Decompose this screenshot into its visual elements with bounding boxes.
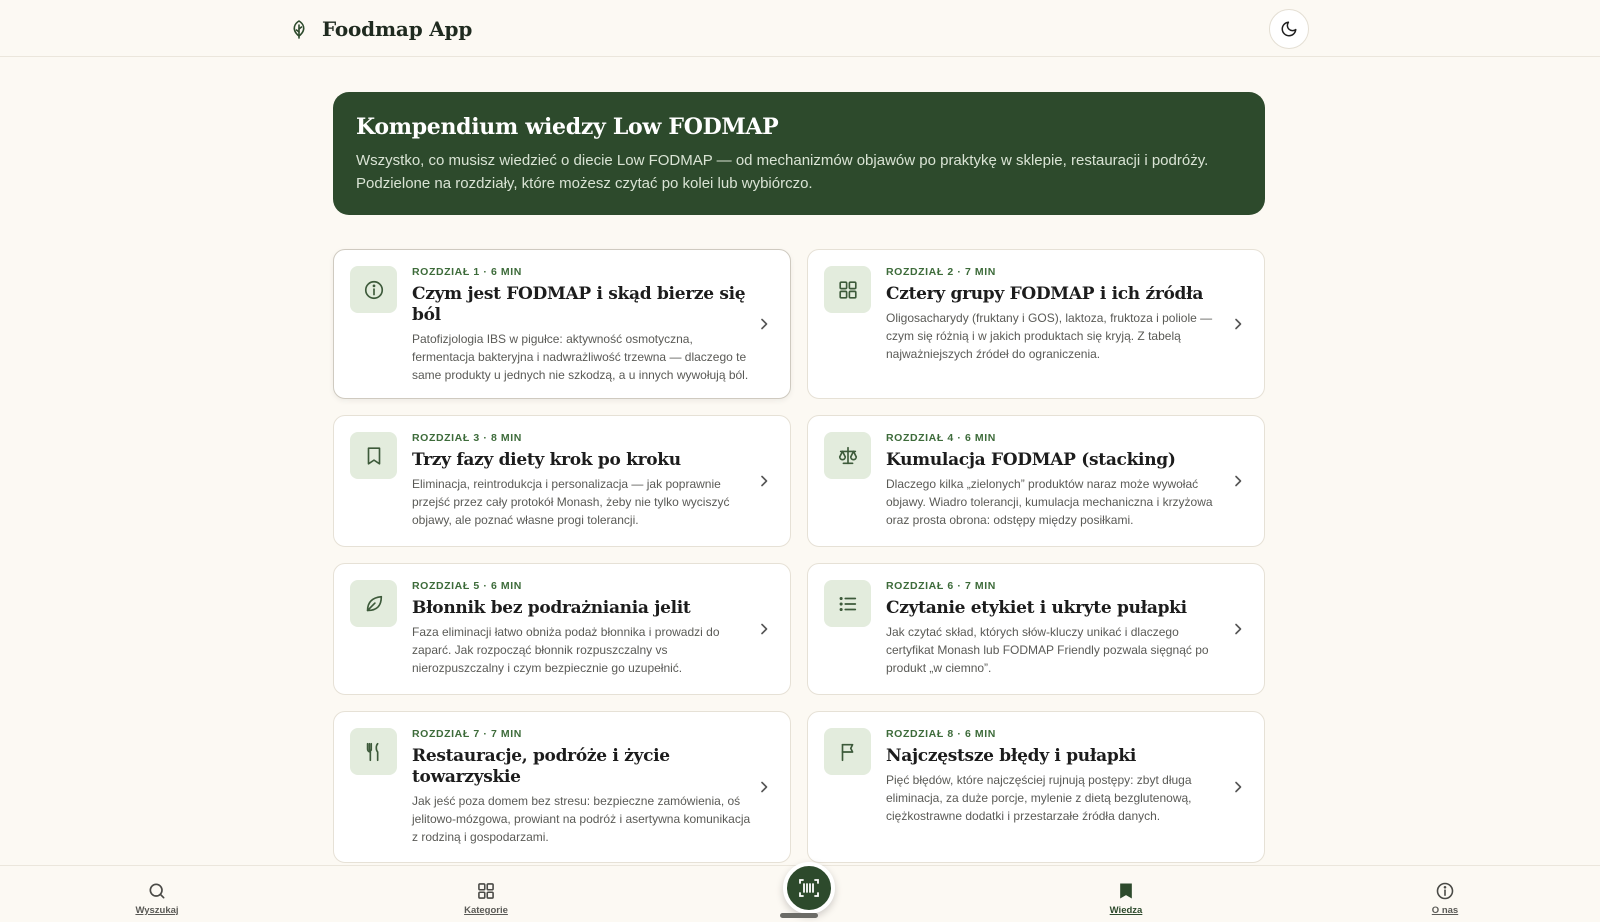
chevron-right-icon — [756, 779, 772, 795]
chapter-title: Trzy fazy diety krok po kroku — [412, 450, 681, 470]
scale-icon — [837, 445, 859, 467]
scan-button[interactable] — [783, 862, 835, 914]
chapter-meta: ROZDZIAŁ 1 · 6 MIN — [412, 266, 522, 278]
grid-icon — [837, 279, 859, 301]
chapter-icon-tile — [350, 728, 397, 775]
info-icon — [363, 279, 385, 301]
chapter-meta: ROZDZIAŁ 7 · 7 MIN — [412, 728, 522, 740]
brand[interactable] — [288, 14, 472, 44]
chapter-meta: ROZDZIAŁ 6 · 7 MIN — [886, 580, 996, 592]
chapter-card-1[interactable] — [333, 249, 791, 399]
chapter-meta: ROZDZIAŁ 8 · 6 MIN — [886, 728, 996, 740]
list-icon — [837, 593, 859, 615]
nav-label: Kategorie — [464, 905, 508, 916]
moon-icon — [1280, 20, 1298, 38]
top-bar — [0, 0, 1600, 57]
utensils-icon — [363, 741, 385, 763]
chapter-card-5[interactable] — [333, 563, 791, 695]
chapter-title: Czym jest FODMAP i skąd bierze się ból — [412, 284, 746, 325]
nav-item-categories[interactable] — [446, 880, 526, 916]
chevron-right-icon — [756, 621, 772, 637]
chapter-description: Eliminacja, reintrodukcja i personalizacja — jak poprawnie przejść przez cały protokół Monash, żeby nie tylko wyciszyć objawy, ale poznać własne progi tolerancji. — [412, 477, 730, 527]
chevron-right-icon — [756, 473, 772, 489]
chapter-description: Jak czytać skład, których słów-kluczy unikać i dlaczego certyfikat Monash lub FODMAP Friendly pozwala sięgnąć po produkt „w ciemno”. — [886, 625, 1209, 675]
chapter-icon-tile — [350, 432, 397, 479]
theme-toggle-button[interactable] — [1269, 9, 1309, 49]
chapter-description: Patofizjologia IBS w pigułce: aktywność osmotyczna, fermentacja bakteryjna i nadwrażliwość trzewna — dlaczego te same produkty u jednych nie szkodzą, a u innych wywołują ból. — [412, 332, 749, 382]
info-icon — [1434, 880, 1456, 902]
chapter-icon-tile — [824, 266, 871, 313]
chapter-card-4[interactable] — [807, 415, 1265, 547]
chapter-icon-tile — [824, 728, 871, 775]
chevron-right-icon — [1230, 621, 1246, 637]
barcode-scan-icon — [797, 876, 821, 900]
chevron-right-icon — [1230, 473, 1246, 489]
flag-icon — [837, 741, 859, 763]
nav-label: Wiedza — [1109, 905, 1143, 916]
chapter-icon-tile — [824, 580, 871, 627]
chapter-card-6[interactable] — [807, 563, 1265, 695]
chapter-card-8[interactable] — [807, 711, 1265, 863]
nav-item-about[interactable] — [1405, 880, 1485, 916]
chapter-icon-tile — [350, 580, 397, 627]
chapter-meta: ROZDZIAŁ 3 · 8 MIN — [412, 432, 522, 444]
chapter-description: Oligosacharydy (fruktany i GOS), laktoza, fruktoza i poliole — czym się różnią i w jakich produktach się kryją. Z tabelą najważniejszych źródeł do ograniczenia. — [886, 311, 1213, 361]
chapter-icon-tile — [350, 266, 397, 313]
chapter-description: Pięć błędów, które najczęściej rujnują postępy: zbyt długa eliminacja, za duże porcje, mylenie z dietą bezglutenową, ciężkostrawne dodatki i przestarzałe źródła danych. — [886, 773, 1192, 823]
chapter-card-2[interactable] — [807, 249, 1265, 399]
chapter-description: Jak jeść poza domem bez stresu: bezpieczne zamówienia, oś jelitowo-mózgowa, prowiant na podróż i asertywna komunikacja z rodziną i gospodarzami. — [412, 794, 751, 844]
hero-description: Wszystko, co musisz wiedzieć o diecie Low FODMAP — od mechanizmów objawów po praktykę w sklepie, restauracji i podróży. Podzielone na rozdziały, które możesz czytać po kolei lub wybiórczo. — [356, 152, 1209, 192]
chapter-icon-tile — [824, 432, 871, 479]
chapter-card-3[interactable] — [333, 415, 791, 547]
chapter-meta: ROZDZIAŁ 2 · 7 MIN — [886, 266, 996, 278]
chapter-card-7[interactable] — [333, 711, 791, 863]
nav-item-knowledge[interactable] — [1086, 880, 1166, 916]
book-icon — [1115, 880, 1137, 902]
home-indicator — [780, 913, 818, 918]
page-title: Kompendium wiedzy Low FODMAP — [356, 114, 779, 140]
leaf-icon — [288, 18, 310, 40]
chevron-right-icon — [1230, 779, 1246, 795]
hero-banner — [333, 92, 1265, 215]
nav-label: O nas — [1431, 905, 1459, 916]
chapter-title: Cztery grupy FODMAP i ich źródła — [886, 284, 1204, 304]
grid-icon — [475, 880, 497, 902]
chapter-meta: ROZDZIAŁ 5 · 6 MIN — [412, 580, 522, 592]
app-name: Foodmap App — [322, 17, 473, 41]
chevron-right-icon — [756, 316, 772, 332]
nav-item-search[interactable] — [117, 880, 197, 916]
nav-label: Wyszukaj — [135, 905, 179, 916]
chapter-description: Faza eliminacji łatwo obniża podaż błonnika i prowadzi do zaparć. Jak rozpocząć błonnik rozpuszczalny vs nierozpuszczalny i czym bezpiecznie go uzupełnić. — [412, 625, 720, 675]
chapter-title: Błonnik bez podrażniania jelit — [412, 598, 691, 618]
chapter-title: Najczęstsze błędy i pułapki — [886, 746, 1137, 766]
chevron-right-icon — [1230, 316, 1246, 332]
chapter-meta: ROZDZIAŁ 4 · 6 MIN — [886, 432, 996, 444]
search-icon — [146, 880, 168, 902]
leaf-icon — [363, 593, 385, 615]
chapter-title: Kumulacja FODMAP (stacking) — [886, 450, 1176, 470]
chapter-title: Czytanie etykiet i ukryte pułapki — [886, 598, 1187, 618]
chapter-description: Dlaczego kilka „zielonych” produktów naraz może wywołać objawy. Wiadro tolerancji, kumulacja mechaniczna i krzyżowa oraz prosta obrona: odstępy między posiłkami. — [886, 477, 1213, 527]
chapter-title: Restauracje, podróże i życie towarzyskie — [412, 746, 670, 787]
bookmark-icon — [363, 445, 385, 467]
